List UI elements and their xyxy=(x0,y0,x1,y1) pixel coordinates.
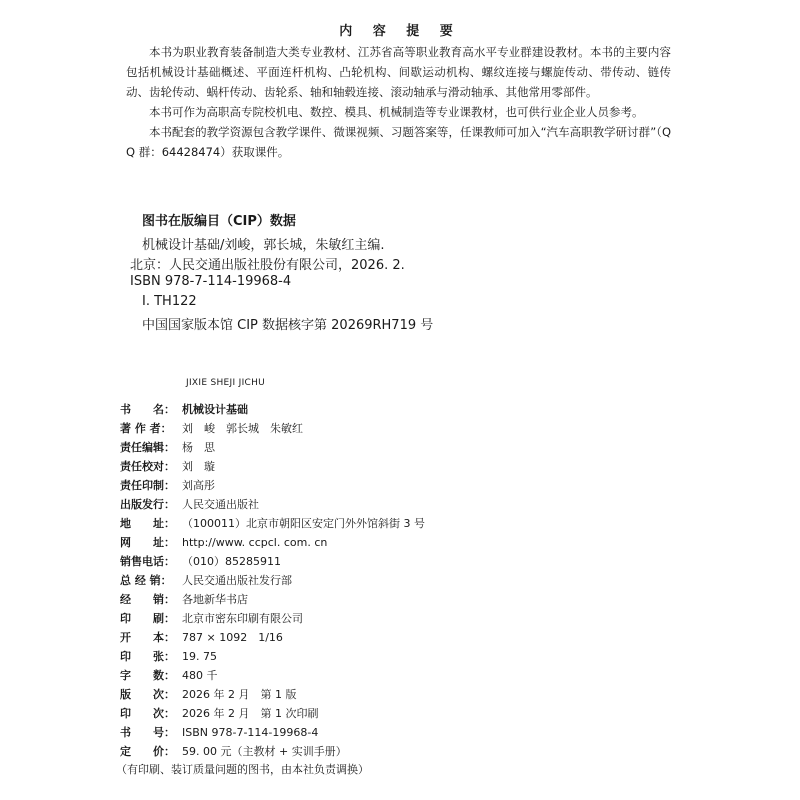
info-row-word-count xyxy=(120,666,218,685)
info-row-price xyxy=(120,742,347,761)
pinyin-title: JIXIE SHEJI JICHU xyxy=(186,378,266,388)
info-label: 责任印制： xyxy=(120,479,175,492)
info-row-proofreader xyxy=(120,457,215,476)
info-value: 北京市密东印刷有限公司 xyxy=(182,612,303,625)
cip-line-record-number: 中国国家版本馆 CIP 数据核字第 20269RH719 号 xyxy=(142,318,434,333)
info-label: 开 本： xyxy=(120,631,175,644)
info-row-impression xyxy=(120,704,318,723)
info-label: 总 经 销： xyxy=(120,574,172,587)
info-label: 责任校对： xyxy=(120,460,175,473)
cip-line-publisher: 北京：人民交通出版社股份有限公司，2026. 2. xyxy=(130,258,405,273)
info-label: 出版发行： xyxy=(120,498,175,511)
info-row-format xyxy=(120,628,283,647)
info-value: 刘 璇 xyxy=(182,460,215,473)
info-row-printing-manager xyxy=(120,476,215,495)
info-row-editor xyxy=(120,438,215,457)
info-row-edition xyxy=(120,685,296,704)
info-row-sheets xyxy=(120,647,217,666)
info-label: 销售电话： xyxy=(120,555,175,568)
info-row-distributor xyxy=(120,571,292,590)
cip-line-classification: Ⅰ. TH122 xyxy=(142,294,197,309)
cip-line-isbn: ISBN 978-7-114-19968-4 xyxy=(130,274,292,289)
info-label: 著 作 者： xyxy=(120,422,172,435)
info-row-seller xyxy=(120,590,248,609)
info-row-isbn xyxy=(120,723,318,742)
info-row-printer xyxy=(120,609,303,628)
info-row-publisher xyxy=(120,495,259,514)
info-label: 书 号： xyxy=(120,726,175,739)
info-value: 59. 00 元（主教材 + 实训手册） xyxy=(182,745,347,758)
info-value: ISBN 978-7-114-19968-4 xyxy=(182,726,319,739)
info-value: 人民交通出版社发行部 xyxy=(182,574,292,587)
info-value: 480 千 xyxy=(182,669,218,682)
info-value: 2026 年 2 月 第 1 次印刷 xyxy=(182,707,319,720)
info-value: 人民交通出版社 xyxy=(182,498,259,511)
summary-paragraph-1: 本书为职业教育装备制造大类专业教材、江苏省高等职业教育高水平专业群建设教材。本书的主要内容包括机械设计基础概述、平面连杆机构、凸轮机构、间歇运动机构、螺纹连接与螺旋传动、带传动、链传动、齿轮传动、蜗杆传动、齿轮系、轴和轴毂连接、滚动轴承与滑动轴承、其他常用零部件。 xyxy=(126,45,671,99)
info-value: 2026 年 2 月 第 1 版 xyxy=(182,688,297,701)
info-row-address xyxy=(120,514,425,533)
cip-heading: 图书在版编目（CIP）数据 xyxy=(142,214,296,229)
info-label: 印 刷： xyxy=(120,612,175,625)
info-value: （100011）北京市朝阳区安定门外外馆斜街 3 号 xyxy=(182,517,425,530)
info-value: 杨 思 xyxy=(182,441,215,454)
info-value: 机械设计基础 xyxy=(182,403,248,416)
info-label: 版 次： xyxy=(120,688,175,701)
info-value: 刘 峻 郭长城 朱敏红 xyxy=(182,422,303,435)
info-label: 印 张： xyxy=(120,650,175,663)
cip-line-title: 机械设计基础/刘峻，郭长城，朱敏红主编. xyxy=(142,238,385,253)
footer-note: （有印刷、装订质量问题的图书，由本社负责调换） xyxy=(116,763,369,776)
info-label: 字 数： xyxy=(120,669,175,682)
info-label: 责任编辑： xyxy=(120,441,175,454)
info-value: （010）85285911 xyxy=(182,555,281,568)
info-label: 印 次： xyxy=(120,707,175,720)
info-label: 经 销： xyxy=(120,593,175,606)
info-value: 刘高彤 xyxy=(182,479,215,492)
info-row-website xyxy=(120,533,327,552)
info-value: 各地新华书店 xyxy=(182,593,248,606)
summary-paragraph-3: 本书配套的教学资源包含教学课件、微课视频、习题答案等，任课教师可加入“汽车高职教学研讨群”（QQ 群：64428474）获取课件。 xyxy=(126,125,671,159)
website-link[interactable]: http://www. ccpcl. com. cn xyxy=(182,536,328,549)
info-value: 19. 75 xyxy=(182,650,217,663)
info-row-title xyxy=(120,400,248,419)
info-label: 定 价： xyxy=(120,745,175,758)
info-value: 787 × 1092 1/16 xyxy=(182,631,283,644)
info-row-authors xyxy=(120,419,303,438)
info-label: 书 名： xyxy=(120,403,175,416)
info-label: 地 址： xyxy=(120,517,175,530)
info-row-sales-phone xyxy=(120,552,281,571)
summary-paragraph-2: 本书可作为高职高专院校机电、数控、模具、机械制造等专业课教材，也可供行业企业人员参考。 xyxy=(149,105,644,119)
summary-title: 内 容 提 要 xyxy=(339,24,461,39)
info-label: 网 址： xyxy=(120,536,175,549)
